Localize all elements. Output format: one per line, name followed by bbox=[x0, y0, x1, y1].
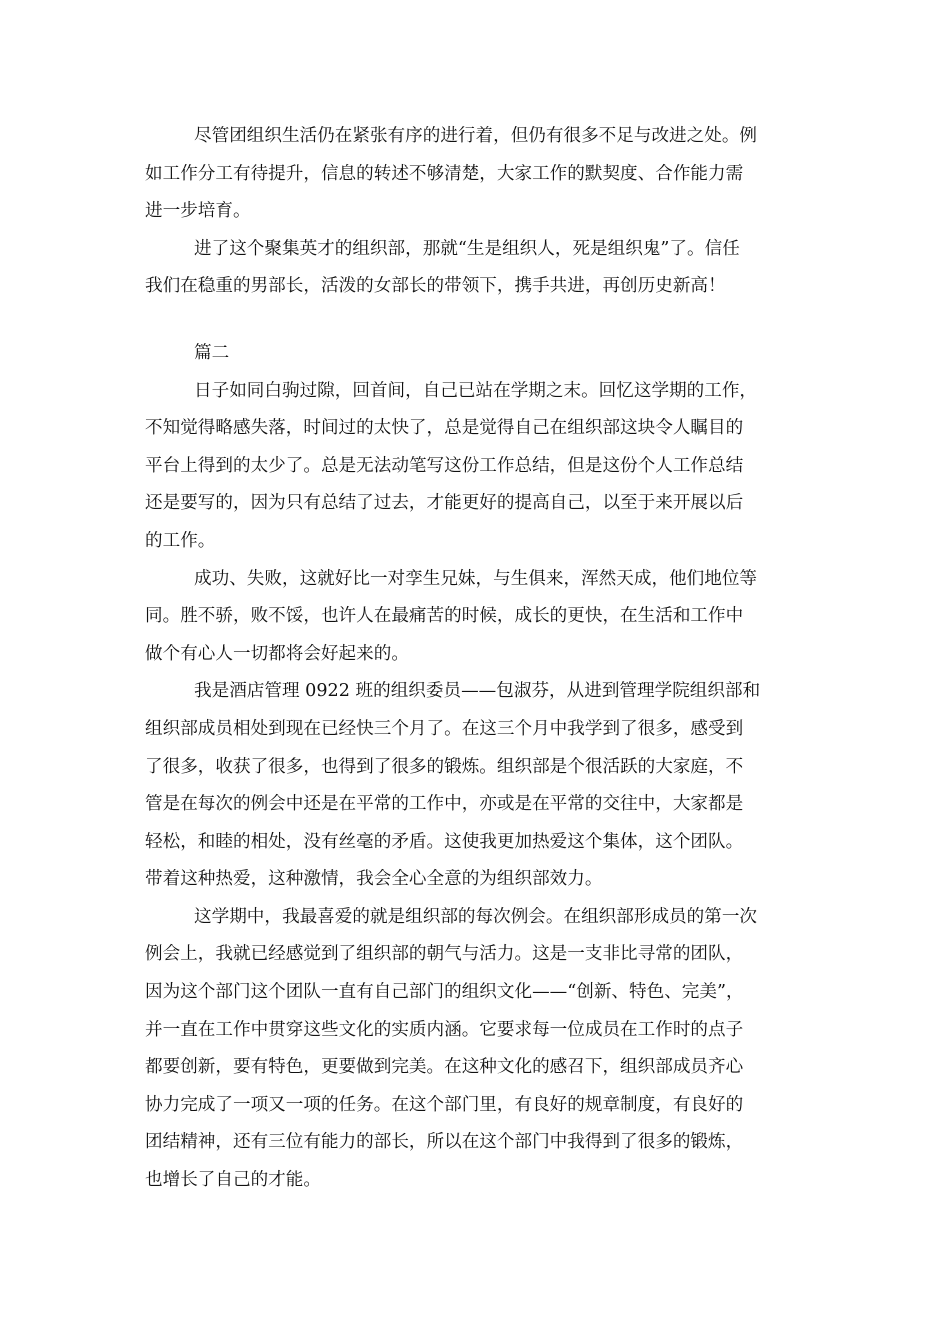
paragraph-line: 了很多，收获了很多，也得到了很多的锻炼。组织部是个很活跃的大家庭，不 bbox=[145, 756, 744, 777]
paragraph-meetings bbox=[145, 899, 810, 1200]
document-body bbox=[145, 118, 810, 1200]
paragraph-line: 也增长了自己的才能。 bbox=[145, 1170, 321, 1191]
paragraph-line: 组织部成员相处到现在已经快三个月了。在这三个月中我学到了很多，感受到 bbox=[145, 718, 744, 739]
paragraph-line: 例会上，我就已经感觉到了组织部的朝气与活力。这是一支非比寻常的团队， bbox=[145, 944, 744, 965]
paragraph-success-failure bbox=[145, 561, 810, 674]
paragraph-line: 协力完成了一项又一项的任务。在这个部门里，有良好的规章制度，有良好的 bbox=[145, 1094, 744, 1115]
paragraph-line: 带着这种热爱，这种激情，我会全心全意的为组织部效力。 bbox=[145, 869, 603, 890]
paragraph-line: 尽管团组织生活仍在紧张有序的进行着，但仍有很多不足与改进之处。例 bbox=[194, 126, 758, 146]
paragraph-line: 还是要写的，因为只有总结了过去，才能更好的提高自己，以至于来开展以后 bbox=[145, 493, 744, 514]
paragraph-trust bbox=[145, 231, 810, 306]
paragraph-line: 成功、失败，这就好比一对孪生兄妹，与生俱来，浑然天成，他们地位等 bbox=[194, 568, 758, 589]
paragraph-line: 这学期中，我最喜爱的就是组织部的每次例会。在组织部形成员的第一次 bbox=[194, 906, 758, 927]
paragraph-line: 我是酒店管理 0922 班的组织委员——包淑芬，从进到管理学院组织部和 bbox=[194, 681, 761, 702]
paragraph-line: 同。胜不骄，败不馁，也许人在最痛苦的时候，成长的更快，在生活和工作中 bbox=[145, 606, 744, 627]
paragraph-line: 团结精神，还有三位有能力的部长，所以在这个部门中我得到了很多的锻炼， bbox=[145, 1132, 744, 1153]
paragraph-line: 做个有心人一切都将会好起来的。 bbox=[145, 643, 409, 664]
paragraph-introduction bbox=[145, 673, 810, 899]
paragraph-line: 都要创新，要有特色，更要做到完美。在这种文化的感召下，组织部成员齐心 bbox=[145, 1057, 744, 1078]
paragraph-line: 的工作。 bbox=[145, 530, 216, 551]
paragraph-line: 因为这个部门这个团队一直有自己部门的组织文化——“创新、特色、完美”， bbox=[145, 982, 744, 1003]
paragraph-line: 管是在每次的例会中还是在平常的工作中，亦或是在平常的交往中，大家都是 bbox=[145, 794, 744, 815]
paragraph-shortcomings bbox=[145, 118, 810, 231]
paragraph-line: 不知觉得略感失落，时间过的太快了，总是觉得自己在组织部这块令人瞩目的 bbox=[145, 418, 744, 439]
paragraph-line: 进一步培育。 bbox=[145, 201, 251, 222]
paragraph-line: 轻松，和睦的相处，没有丝毫的矛盾。这使我更加热爱这个集体，这个团队。 bbox=[145, 831, 744, 852]
paragraph-time bbox=[145, 373, 810, 561]
paragraph-line: 日子如同白驹过隙，回首间，自己已站在学期之末。回忆这学期的工作， bbox=[194, 380, 758, 401]
paragraph-line: 我们在稳重的男部长，活泼的女部长的带领下，携手共进，再创历史新高！ bbox=[145, 276, 726, 297]
paragraph-line: 如工作分工有待提升，信息的转述不够清楚，大家工作的默契度、合作能力需 bbox=[145, 163, 744, 184]
paragraph-line: 进了这个聚集英才的组织部，那就“生是组织人，死是组织鬼”了。信任 bbox=[194, 238, 740, 259]
paragraph-line: 并一直在工作中贯穿这些文化的实质内涵。它要求每一位成员在工作时的点子 bbox=[145, 1019, 744, 1040]
section-spacer bbox=[145, 306, 810, 335]
section-title: 篇二 bbox=[194, 342, 230, 363]
paragraph-line: 平台上得到的太少了。总是无法动笔写这份工作总结，但是这份个人工作总结 bbox=[145, 455, 744, 476]
